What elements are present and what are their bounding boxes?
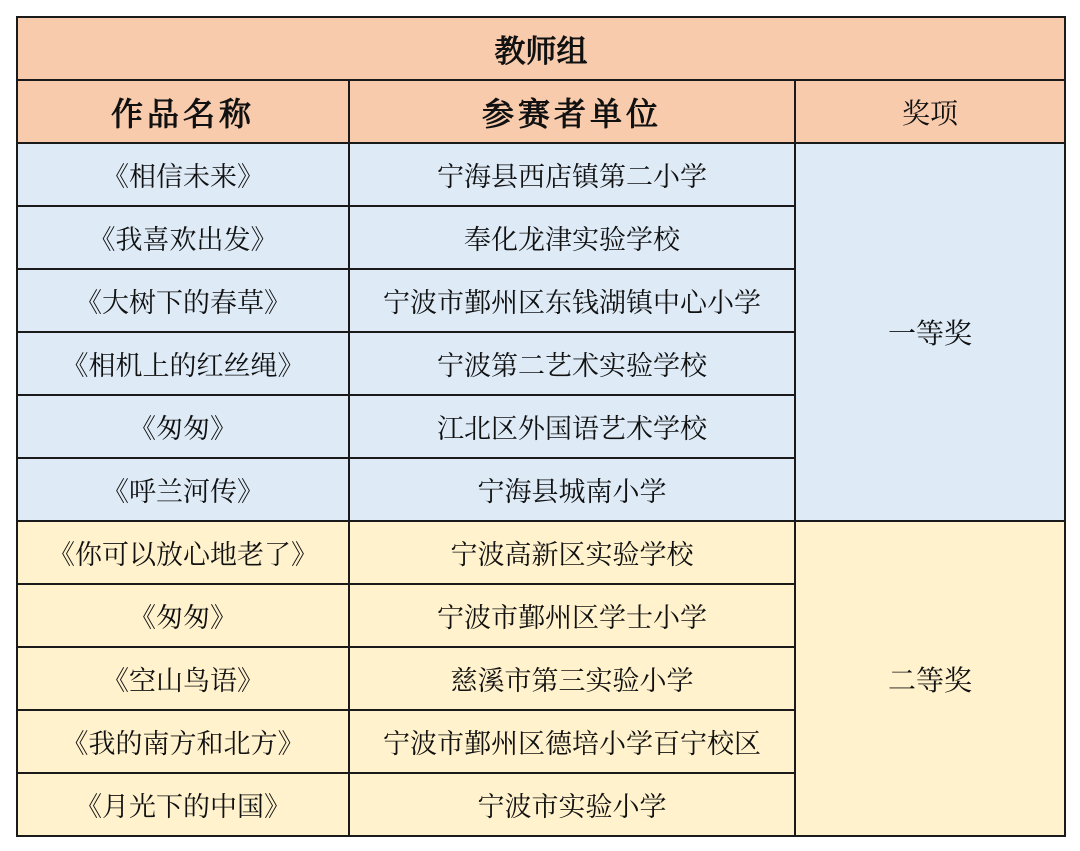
award-table [16,16,1066,837]
participant-unit-cell: 宁波市鄞州区德培小学百宁校区 [349,710,795,773]
award-table-container [16,16,1066,837]
table-title-row [17,17,1065,80]
work-name-cell: 《空山鸟语》 [17,647,349,710]
table-header-row [17,80,1065,143]
work-name-cell: 《大树下的春草》 [17,269,349,332]
header-award: 奖项 [795,80,1065,143]
participant-unit-cell: 江北区外国语艺术学校 [349,395,795,458]
participant-unit-cell: 宁波第二艺术实验学校 [349,332,795,395]
participant-unit-cell: 宁波高新区实验学校 [349,521,795,584]
work-name-cell: 《你可以放心地老了》 [17,521,349,584]
work-name-cell: 《我喜欢出发》 [17,206,349,269]
header-work-name: 作品名称 [17,80,349,143]
participant-unit-cell: 奉化龙津实验学校 [349,206,795,269]
award-cell-second-prize: 二等奖 [795,521,1065,836]
work-name-cell: 《相机上的红丝绳》 [17,332,349,395]
work-name-cell: 《月光下的中国》 [17,773,349,836]
table-row [17,521,1065,584]
participant-unit-cell: 宁波市鄞州区东钱湖镇中心小学 [349,269,795,332]
work-name-cell: 《相信未来》 [17,143,349,206]
table-row [17,143,1065,206]
header-participant-unit: 参赛者单位 [349,80,795,143]
table-title: 教师组 [17,17,1065,80]
participant-unit-cell: 宁波市实验小学 [349,773,795,836]
participant-unit-cell: 慈溪市第三实验小学 [349,647,795,710]
participant-unit-cell: 宁海县西店镇第二小学 [349,143,795,206]
work-name-cell: 《呼兰河传》 [17,458,349,521]
award-cell-first-prize: 一等奖 [795,143,1065,521]
work-name-cell: 《匆匆》 [17,584,349,647]
work-name-cell: 《匆匆》 [17,395,349,458]
work-name-cell: 《我的南方和北方》 [17,710,349,773]
participant-unit-cell: 宁波市鄞州区学士小学 [349,584,795,647]
participant-unit-cell: 宁海县城南小学 [349,458,795,521]
